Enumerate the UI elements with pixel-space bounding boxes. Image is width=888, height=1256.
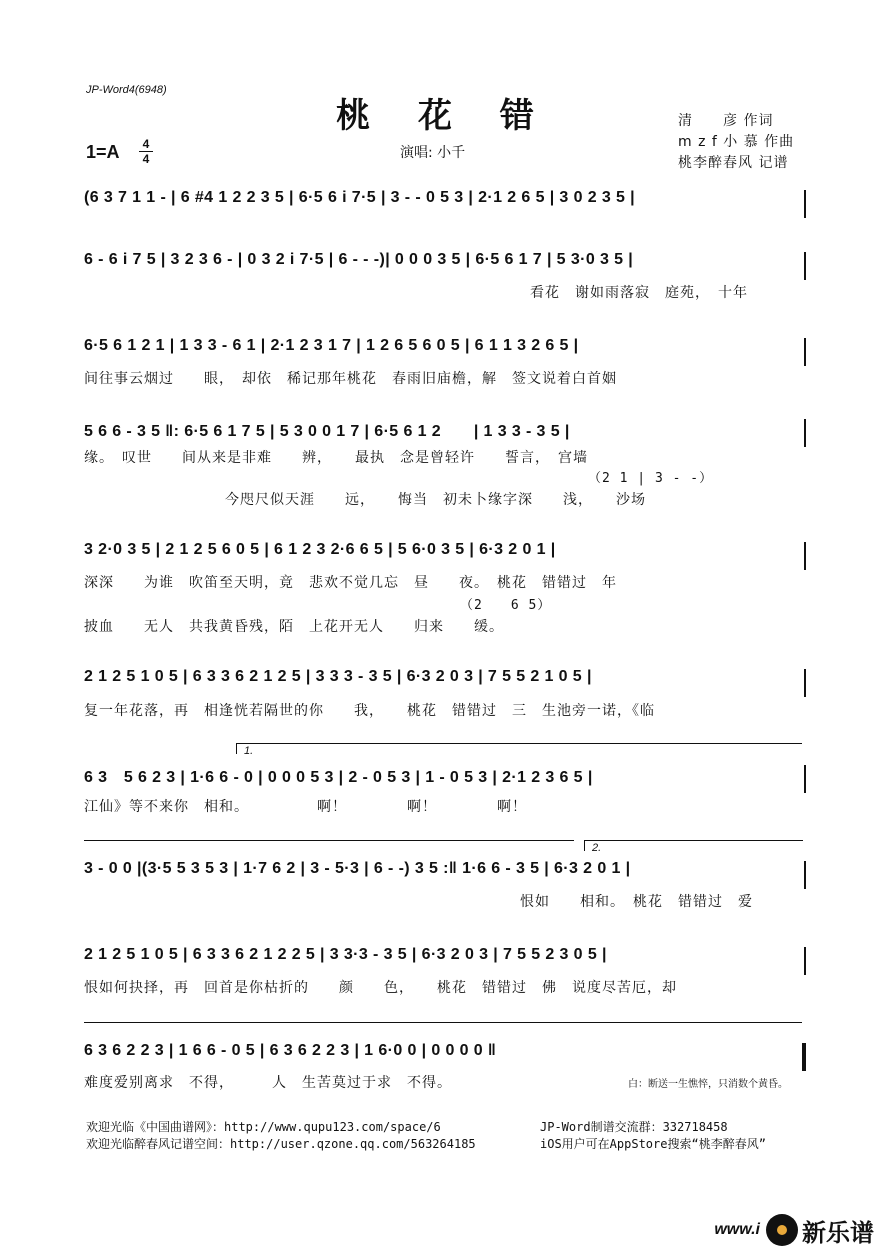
watermark-logo xyxy=(714,1212,874,1248)
time-signature xyxy=(139,138,153,165)
lyrics-row-3: 间往事云烟过 眼， 却依 稀记那年桃花 春雨旧庙檐，解 签文说着白首姻 xyxy=(84,371,617,387)
volta-1-continuation xyxy=(84,840,574,841)
music-disc-icon xyxy=(766,1214,798,1246)
score-row-5: 3 2·0 3 5 | 2 1 2 5 6 0 5 | 6 1 2 3 2·6 6 5 | 5 6·0 3 5 | 6·3 2 0 1 | xyxy=(84,541,556,558)
score-row-10: 6 3 6 2 2 3 | 1 6 6 - 0 5 | 6 3 6 2 2 3 | 1 6·0 0 | 0 0 0 0 ‖ xyxy=(84,1042,497,1059)
score-row-3: 6·5 6 1 2 1 | 1 3 3 - 6 1 | 2·1 2 3 1 7 | 1 2 6 5 6 0 5 | 6 1 1 3 2 6 5 | xyxy=(84,337,579,354)
transcriber-credit: 桃李醉春风 记谱 xyxy=(678,155,789,171)
row-7-barline xyxy=(804,765,806,793)
footer-ios: iOS用户可在AppStore搜索“桃李醉春风” xyxy=(540,1137,766,1151)
score-row-8: 3 - 0 0 |(3·5 5 3 5 3 | 1·7 6 2 | 3 - 5·3 | 6 - -) 3 5 :‖ 1·6 6 - 3 5 | 6·3 2 0 1 | xyxy=(84,860,631,877)
row-9-barline xyxy=(804,947,806,975)
score-row-7: 6 3 5 6 2 3 | 1·6 6 - 0 | 0 0 0 5 3 | 2 - 0 5 3 | 1 - 0 5 3 | 2·1 2 3 6 5 | xyxy=(84,769,593,786)
lyrics-row-4a: 缘。 叹世 间从来是非难 辨， 最执 念是曾轻许 誓言， 宫墙 xyxy=(84,450,588,466)
composer-credit: m z f 小 慕 作曲 xyxy=(678,134,795,150)
bracket-notes-1: （2 1 | 3 - -） xyxy=(588,471,714,486)
volta-1-bracket xyxy=(236,743,802,754)
lyrics-row-5a: 深深 为谁 吹笛至天明，竟 悲欢不觉几忘 昼 夜。 桃花 错错过 年 xyxy=(84,575,617,591)
score-row-2: 6 - 6 i 7 5 | 3 2 3 6 - | 0 3 2 i 7·5 | 6 - - -)| 0 0 0 3 5 | 6·5 6 1 7 | 5 3·0 3 5 | xyxy=(84,251,634,268)
lyrics-row-6: 复一年花落，再 相逢恍若隔世的你 我， 桃花 错错过 三 生池旁一诺，《临 xyxy=(84,703,655,719)
watermark-brand: 新乐谱 xyxy=(802,1218,874,1247)
software-label: JP-Word4(6948) xyxy=(86,84,167,96)
row-6-barline xyxy=(804,669,806,697)
score-row-9: 2 1 2 5 1 0 5 | 6 3 3 6 2 1 2 2 5 | 3 3·3 - 3 5 | 6·3 2 0 3 | 7 5 5 2 3 0 5 | xyxy=(84,946,607,963)
footer-qzone-link[interactable]: 欢迎光临醉春风记谱空间：http://user.qzone.qq.com/563264185 xyxy=(86,1137,476,1151)
key-signature: 1=A xyxy=(86,142,120,162)
final-barline xyxy=(802,1043,806,1071)
lyrics-row-7: 江仙》等不来你 相和。 啊！ 啊！ 啊！ xyxy=(84,799,527,815)
final-section-line xyxy=(84,1022,802,1023)
bracket-notes-2: （2 6 5） xyxy=(460,598,552,613)
row-5-barline xyxy=(804,542,806,570)
row-4-barline xyxy=(804,419,806,447)
lyrics-row-9: 恨如何抉择，再 回首是你枯折的 颜 色， 桃花 错错过 佛 说度尽苦厄，却 xyxy=(84,980,677,996)
lyrics-row-8: 恨如 相和。 桃花 错错过 爱 xyxy=(520,894,753,910)
row-8-barline xyxy=(804,861,806,889)
score-row-1: (6 3 7 1 1 - | 6 #4 1 2 2 3 5 | 6·5 6 i 7·5 | 3 - - 0 5 3 | 2·1 2 6 5 | 3 0 2 3 5 | xyxy=(84,189,636,206)
lyrics-row-10: 难度爱别离求 不得， 人 生苦莫过于求 不得。 xyxy=(84,1075,452,1091)
volta-2-label: 2. xyxy=(592,842,602,854)
singer-label: 演唱: 小千 xyxy=(400,145,466,161)
lyrics-row-5b: 披血 无人 共我黄昏残，陌 上花开无人 归来 缓。 xyxy=(84,619,504,635)
footer-site-link[interactable]: 欢迎光临《中国曲谱网》：http://www.qupu123.com/space/6 xyxy=(86,1120,441,1134)
end-note: 白：断送一生憔悴，只消数个黄昏。 xyxy=(628,1079,788,1090)
row-2-barline xyxy=(804,252,806,280)
volta-1-label: 1. xyxy=(244,745,254,757)
row-3-barline xyxy=(804,338,806,366)
score-row-4: 5 6 6 - 3 5 ‖: 6·5 6 1 7 5 | 5 3 0 0 1 7 | 6·5 6 1 2 | 1 3 3 - 3 5 | xyxy=(84,423,570,440)
time-sig-top: 4 xyxy=(142,137,150,151)
score-row-6: 2 1 2 5 1 0 5 | 6 3 3 6 2 1 2 5 | 3 3 3 - 3 5 | 6·3 2 0 3 | 7 5 5 2 1 0 5 | xyxy=(84,668,592,685)
song-title: 桃 花 错 xyxy=(336,96,552,136)
row-1-barline xyxy=(804,190,806,218)
lyrics-row-4b: 今咫尺似天涯 远， 悔当 初未卜缘字深 浅， 沙场 xyxy=(225,492,646,508)
lyricist-credit: 清 彦 作词 xyxy=(678,113,774,129)
watermark-url: www.i xyxy=(714,1221,760,1238)
lyrics-row-2: 看花 谢如雨落寂 庭苑， 十年 xyxy=(530,285,748,301)
footer-group: JP-Word制谱交流群：332718458 xyxy=(540,1120,728,1134)
volta-2-bracket xyxy=(584,840,803,851)
time-sig-bottom: 4 xyxy=(142,152,150,166)
